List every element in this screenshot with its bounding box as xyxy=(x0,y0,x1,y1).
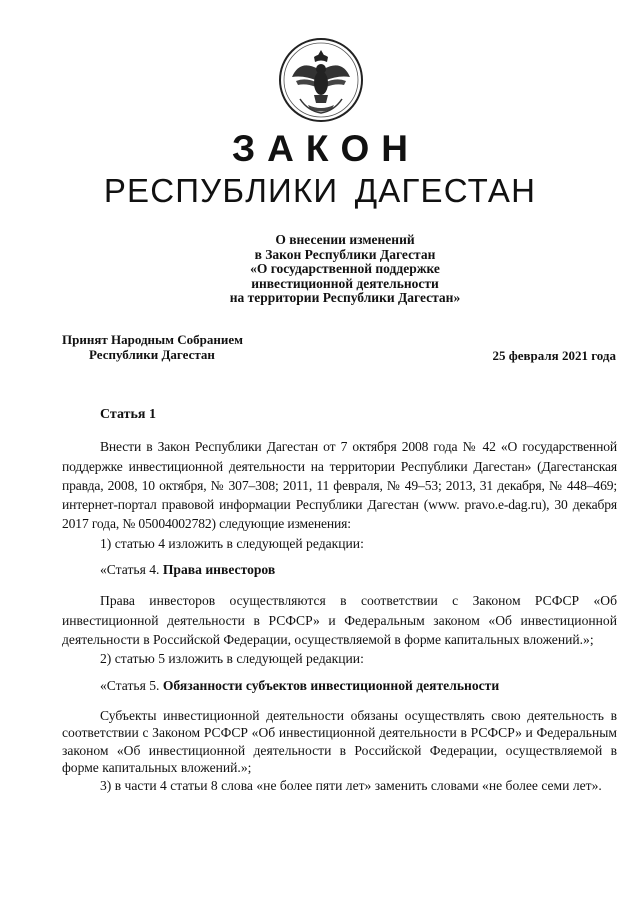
heading-line: на территории Республики Дагестан» xyxy=(229,290,461,305)
list-item: 1) статью 4 изложить в следующей редакции: xyxy=(100,535,364,551)
article-5-text: Субъекты инвестиционной деятельности обязаны осуществлять свою деятельность в соответствии с Законом РСФСР «Об инвестиционной деятельности в РСФСР» и Федеральным законом «Об инвестиционной деятельности в Российской Федерации, осуществляемой в форме капитальных вложений.»; xyxy=(62,707,617,776)
intro-paragraph: Внести в Закон Республики Дагестан от 7 октября 2008 года № 42 «О государственной поддержке инвестиционной деятельности на территории Республики Дагестан» (Дагестанская правда, 2008, 10 октября, № 307–308; 2011, 11 февраля, № 49–53; 2013, 31 декабря, № 448–469; интернет-портал правовой информации Республики Дагестан (www. pravo.e-dag.ru), 30 декабря 2017 года, № 05004002782) следующие изменения: xyxy=(62,439,617,532)
heading-line: инвестиционной деятельности xyxy=(251,275,439,291)
heading-line: «О государственной поддержке xyxy=(250,261,440,276)
article-5-heading xyxy=(62,676,617,695)
article-4-prefix: «Статья 4. xyxy=(100,562,163,578)
article-4-heading xyxy=(62,560,617,579)
list-item: 3) в части 4 статьи 8 слова «не более пяти лет» заменить словами «не более семи лет». xyxy=(100,777,602,793)
law-heading xyxy=(0,233,640,306)
adoption-date: 25 февраля 2021 года xyxy=(492,348,616,363)
heading-line: О внесении изменений xyxy=(275,232,415,247)
article-4-title: Права инвесторов xyxy=(162,562,276,578)
list-item: 2) статью 5 изложить в следующей редакции: xyxy=(100,651,364,667)
adoption-statement xyxy=(62,333,243,362)
document-body xyxy=(62,405,617,794)
dagestan-coat-of-arms-icon xyxy=(278,37,364,123)
heading-line: в Закон Республики Дагестан xyxy=(254,246,436,262)
adoption-line: Республики Дагестан xyxy=(89,346,215,362)
law-title: ЗАКОН xyxy=(232,128,420,169)
article-5-prefix: «Статья 5. xyxy=(100,677,163,693)
article-4-text: Права инвесторов осуществляются в соответствии с Законом РСФСР «Об инвестиционной деятельности в РСФСР» и Федеральным законом «Об инвестиционной деятельности в Российской Федерации, осуществляемой в форме капитальных вложений.»; xyxy=(62,593,617,647)
law-subtitle: РЕСПУБЛИКИ ДАГЕСТАН xyxy=(103,172,537,209)
article-5-title: Обязанности субъектов инвестиционной деятельности xyxy=(162,677,500,693)
article-title: Статья 1 xyxy=(100,407,156,422)
adoption-line: Принят Народным Собранием xyxy=(62,332,244,347)
